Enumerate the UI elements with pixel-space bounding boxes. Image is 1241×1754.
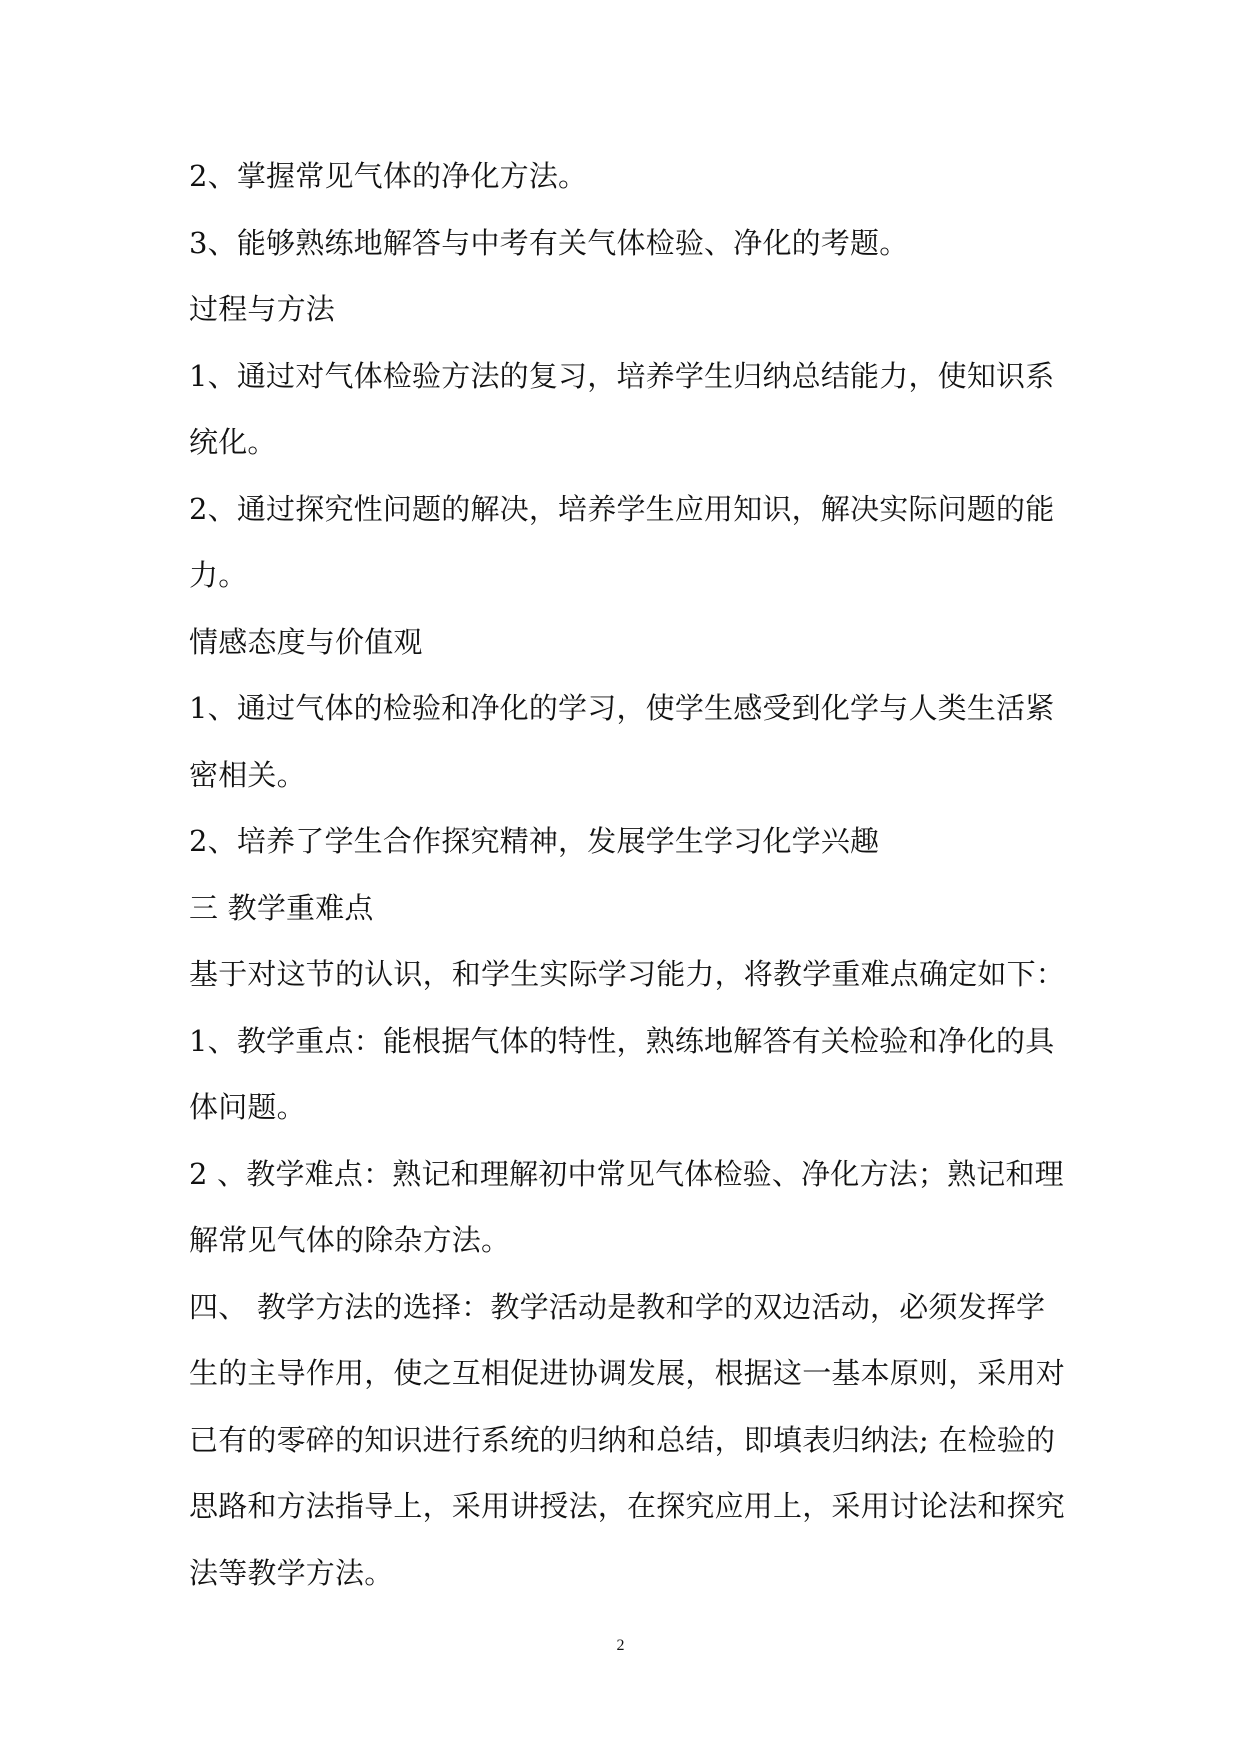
text-line: 已有的零碎的知识进行系统的归纳和总结，即填表归纳法; 在检验的 bbox=[189, 1422, 1056, 1457]
text-line: 统化。 bbox=[189, 425, 277, 459]
text-line: 1、通过气体的检验和净化的学习，使学生感受到化学与人类生活紧 bbox=[189, 691, 1055, 725]
section-heading: 情感态度与价值观 bbox=[189, 624, 423, 659]
text-line: 思路和方法指导上，采用讲授法，在探究应用上，采用讨论法和探究 bbox=[189, 1489, 1066, 1523]
page-body bbox=[189, 160, 1069, 1623]
text-line: 体问题。 bbox=[189, 1090, 306, 1124]
text-line: 力。 bbox=[189, 558, 248, 592]
section-heading: 过程与方法 bbox=[189, 292, 336, 326]
text-line: 法等教学方法。 bbox=[189, 1555, 394, 1590]
text-line: 密相关。 bbox=[189, 757, 306, 792]
text-line: 生的主导作用，使之互相促进协调发展，根据这一基本原则，采用对 bbox=[189, 1356, 1066, 1390]
text-line: 2、通过探究性问题的解决，培养学生应用知识，解决实际问题的能 bbox=[189, 491, 1055, 526]
text-line: 基于对这节的认识，和学生实际学习能力，将教学重难点确定如下： bbox=[189, 957, 1066, 991]
text-line: 3、能够熟练地解答与中考有关气体检验、净化的考题。 bbox=[189, 225, 909, 260]
text-line: 1、教学重点：能根据气体的特性，熟练地解答有关检验和净化的具 bbox=[189, 1023, 1055, 1058]
text-line: 2 、教学难点：熟记和理解初中常见气体检验、净化方法；熟记和理 bbox=[189, 1156, 1064, 1191]
text-line: 1、通过对气体检验方法的复习，培养学生归纳总结能力，使知识系 bbox=[189, 358, 1055, 393]
text-line: 解常见气体的除杂方法。 bbox=[189, 1223, 511, 1257]
section-heading: 三 教学重难点 bbox=[189, 890, 374, 925]
text-line: 四、 教学方法的选择：教学活动是教和学的双边活动，必须发挥学 bbox=[189, 1289, 1046, 1324]
text-line: 2、培养了学生合作探究精神，发展学生学习化学兴趣 bbox=[189, 824, 880, 858]
text-line: 2、掌握常见气体的净化方法。 bbox=[189, 159, 588, 193]
page-number: 2 bbox=[616, 1637, 625, 1654]
